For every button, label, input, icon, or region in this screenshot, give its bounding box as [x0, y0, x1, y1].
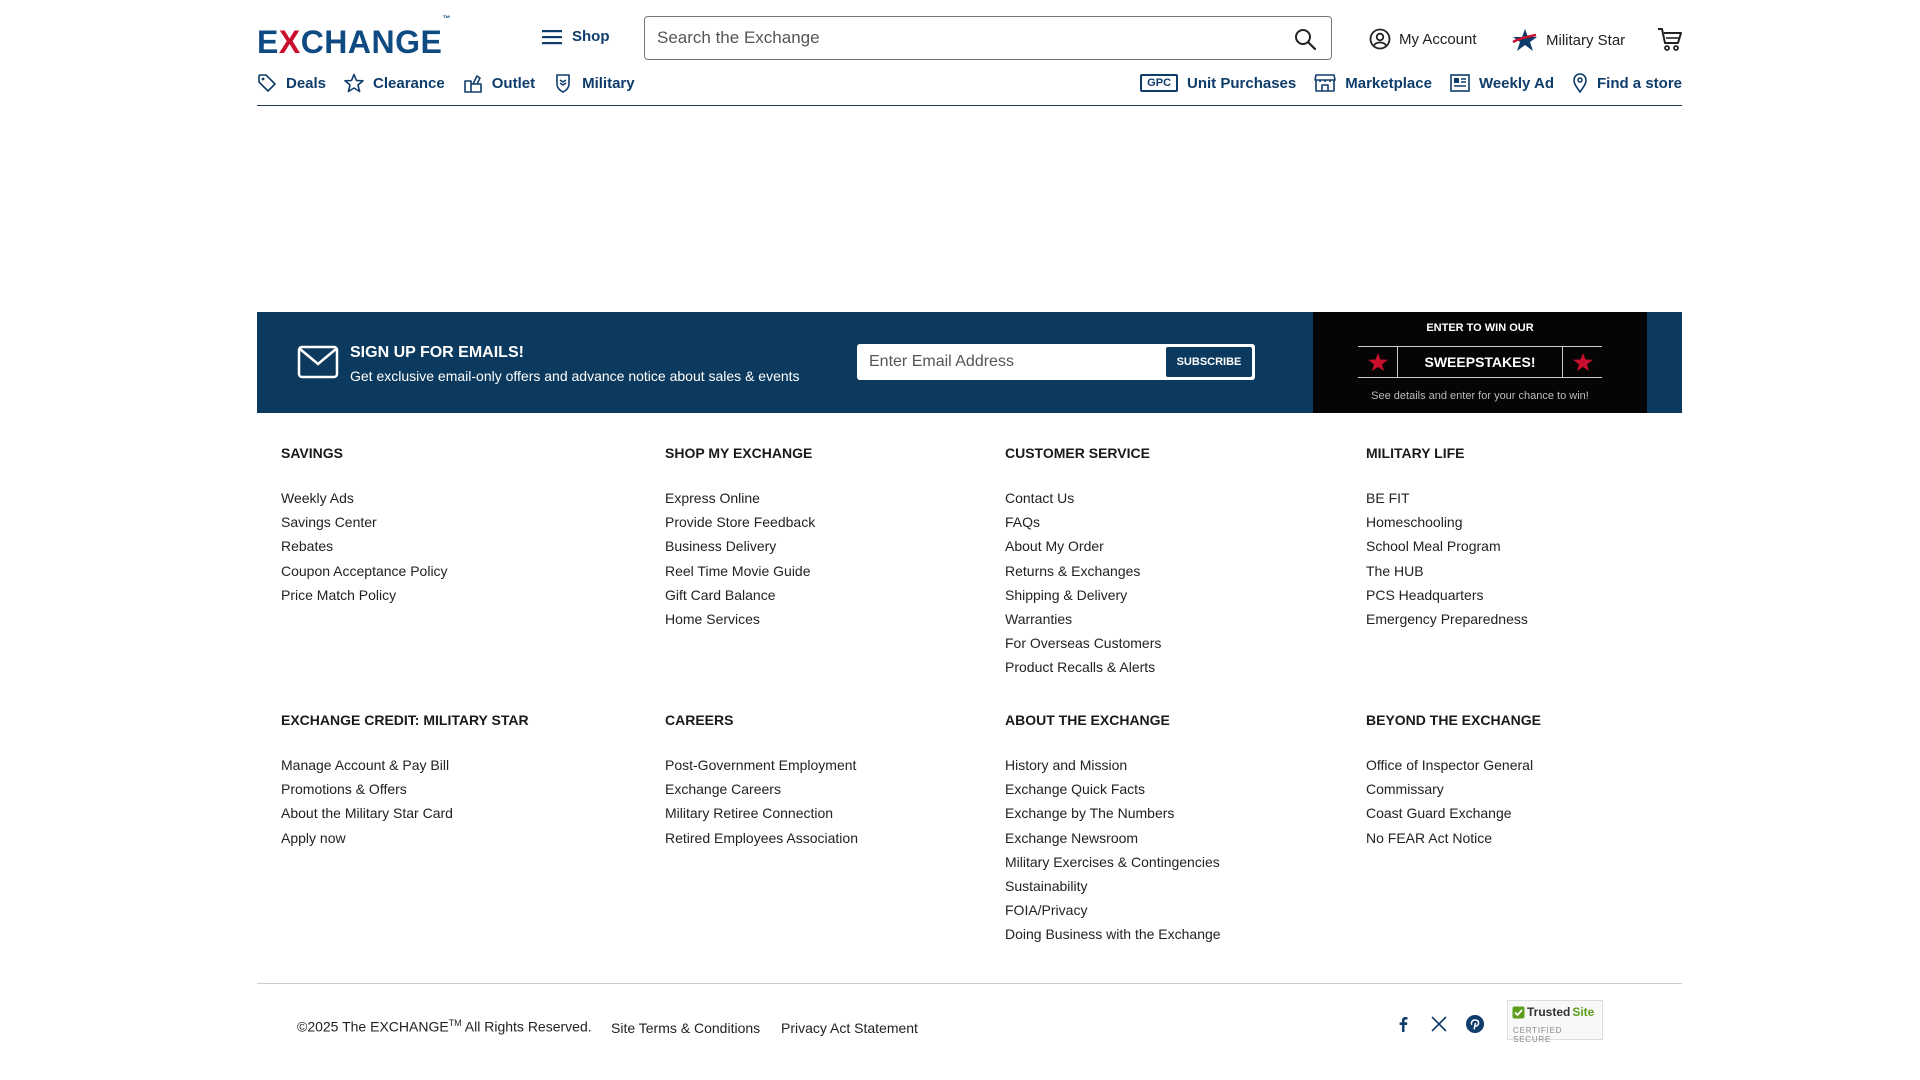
footer-col-military-life [1366, 445, 1528, 631]
nav-military[interactable] [553, 72, 635, 94]
copyright: ©2025 The EXCHANGE™ All Rights Reserved. [297, 1018, 592, 1035]
search-icon[interactable] [1293, 27, 1317, 51]
footer-link[interactable]: Rebates [281, 538, 334, 555]
footer-link[interactable]: Home Services [665, 611, 760, 628]
search-box [644, 16, 1332, 60]
footer-link[interactable]: Product Recalls & Alerts [1005, 659, 1156, 676]
footer-link[interactable]: About My Order [1005, 538, 1104, 555]
footer-divider [257, 983, 1682, 984]
footer-link-list [1005, 753, 1221, 947]
footer-link[interactable]: Price Match Policy [281, 586, 397, 603]
subscribe-button[interactable]: SUBSCRIBE [1165, 346, 1253, 378]
footer-link[interactable]: Military Exercises & Contingencies [1005, 853, 1220, 870]
nav-weekly-ad-label: Weekly Ad [1478, 74, 1554, 92]
my-account-link[interactable] [1369, 28, 1477, 50]
sweepstakes-row [1358, 346, 1602, 378]
military-star-link[interactable] [1512, 28, 1625, 52]
footer-link[interactable]: Sustainability [1005, 878, 1088, 895]
footer-link[interactable]: Returns & Exchanges [1005, 562, 1141, 579]
trustedsite-subtitle: CERTIFIED SECURE [1513, 1026, 1563, 1044]
footer-link-list [1366, 753, 1541, 850]
footer-link[interactable]: Weekly Ads [281, 490, 354, 506]
footer-col-exchange-credit [281, 712, 529, 850]
signup-subtitle: Get exclusive email-only offers and advance notice about sales & events [350, 368, 800, 384]
header-nav [257, 72, 1682, 106]
footer-col-title: BEYOND THE EXCHANGE [1366, 712, 1542, 728]
footer-col-title: SHOP MY EXCHANGE [665, 445, 813, 461]
footer-col-savings [281, 445, 448, 607]
nav-find-store[interactable] [1572, 72, 1682, 94]
footer-link[interactable]: Express Online [665, 490, 760, 506]
footer-link[interactable]: Promotions & Offers [281, 781, 407, 798]
newspaper-icon [1450, 74, 1470, 92]
trustedsite-title: Trusted Site [1512, 1005, 1594, 1019]
trustedsite-badge[interactable] [1507, 1000, 1603, 1044]
footer-link[interactable]: PCS Headquarters [1366, 586, 1484, 603]
footer-link-list [281, 486, 448, 607]
footer-link[interactable]: Exchange Newsroom [1005, 829, 1139, 846]
footer-link[interactable]: Military Retiree Connection [665, 805, 834, 822]
footer-link[interactable]: Exchange Quick Facts [1005, 781, 1146, 798]
signup-title: SIGN UP FOR EMAILS! [350, 344, 524, 361]
nav-unit-purchases[interactable] [1140, 72, 1296, 94]
shop-menu-button[interactable] [542, 28, 610, 45]
nav-military-label: Military [582, 74, 635, 92]
footer-link[interactable]: Savings Center [281, 514, 377, 531]
footer-link[interactable]: Exchange Careers [665, 781, 781, 798]
footer-link[interactable]: Coupon Acceptance Policy [281, 562, 448, 579]
footer-link[interactable]: No FEAR Act Notice [1366, 829, 1493, 846]
footer-link[interactable]: Coast Guard Exchange [1366, 805, 1512, 822]
shopping-cart-icon[interactable] [1657, 26, 1683, 52]
red-star-icon [1562, 347, 1602, 377]
footer-col-title: CAREERS [665, 712, 734, 728]
email-signup-banner [257, 312, 1682, 413]
footer-link[interactable]: Post-Government Employment [665, 757, 857, 773]
footer-link[interactable]: FOIA/Privacy [1005, 902, 1088, 919]
storefront-icon [1314, 73, 1336, 93]
search-input[interactable] [645, 18, 1265, 58]
star-outline-icon [344, 73, 364, 93]
footer-link[interactable]: Commissary [1366, 781, 1444, 798]
nav-outlet[interactable] [463, 72, 535, 94]
exchange-logo[interactable]: EXCHANGE™ [257, 14, 451, 60]
footer-link[interactable]: Retired Employees Association [665, 829, 858, 846]
location-pin-icon [1572, 73, 1588, 93]
tag-icon [257, 73, 277, 93]
email-form [857, 344, 1255, 380]
sweepstakes-top-text: ENTER TO WIN OUR [1426, 322, 1534, 334]
nav-unit-purchases-label: Unit Purchases [1187, 74, 1297, 92]
header-top [257, 16, 1682, 62]
hamburger-menu-icon [542, 29, 562, 45]
footer-link[interactable]: The HUB [1366, 562, 1424, 579]
sweepstakes-details: See details and enter for your chance to win! [1371, 390, 1589, 402]
footer-col-title: ABOUT THE EXCHANGE [1005, 712, 1170, 728]
footer-col-title: SAVINGS [281, 445, 343, 461]
nav-deals-label: Deals [286, 74, 327, 92]
footer-link-list [665, 486, 815, 631]
gpc-badge: GPC [1140, 74, 1178, 92]
footer-col-customer-service [1005, 445, 1161, 680]
footer-col-careers [665, 712, 858, 850]
nav-marketplace[interactable] [1314, 72, 1432, 94]
footer-link-list [1366, 486, 1528, 631]
footer-link[interactable]: Manage Account & Pay Bill [281, 757, 450, 773]
footer-link[interactable]: Reel Time Movie Guide [665, 562, 811, 579]
email-input[interactable] [857, 344, 1157, 380]
footer-link[interactable]: Exchange by The Numbers [1005, 805, 1175, 822]
footer-link[interactable]: About the Military Star Card [281, 805, 453, 822]
my-account-label: My Account [1399, 30, 1477, 48]
footer-link[interactable]: Homeschooling [1366, 514, 1463, 531]
sweepstakes-title: SWEEPSTAKES! [1424, 354, 1536, 370]
shop-label: Shop [572, 28, 610, 45]
footer-link-list [281, 753, 529, 850]
footer-link[interactable]: BE FIT [1366, 490, 1410, 506]
footer-link[interactable]: Contact Us [1005, 490, 1075, 506]
footer-link[interactable]: Emergency Preparedness [1366, 611, 1528, 628]
footer-link[interactable]: For Overseas Customers [1005, 635, 1162, 652]
nav-deals[interactable] [257, 72, 326, 94]
mail-icon [297, 345, 339, 379]
footer-link[interactable]: Apply now [281, 829, 346, 846]
nav-marketplace-label: Marketplace [1345, 74, 1432, 92]
footer-link[interactable]: FAQs [1005, 514, 1041, 531]
military-shield-icon [553, 73, 573, 93]
red-star-icon [1358, 347, 1398, 377]
footer-link-list [1005, 486, 1161, 680]
footer-link[interactable]: Business Delivery [665, 538, 777, 555]
footer-col-shop [665, 445, 815, 631]
footer-link-list [665, 753, 858, 850]
sweepstakes-promo[interactable] [1313, 312, 1647, 413]
footer-link[interactable]: School Meal Program [1366, 538, 1501, 555]
nav-left [257, 72, 635, 94]
footer-link[interactable]: History and Mission [1005, 757, 1128, 773]
nav-clearance[interactable] [344, 72, 445, 94]
footer-col-beyond [1366, 712, 1541, 850]
nav-outlet-label: Outlet [491, 74, 536, 92]
footer-col-title: MILITARY LIFE [1366, 445, 1465, 461]
footer-link[interactable]: Shipping & Delivery [1005, 586, 1128, 603]
facebook-icon[interactable] [1391, 1012, 1415, 1036]
footer-col-about [1005, 712, 1221, 947]
pinterest-icon[interactable] [1463, 1012, 1487, 1036]
user-circle-icon [1369, 28, 1391, 50]
nav-clearance-label: Clearance [373, 74, 445, 92]
privacy-act-link[interactable]: Privacy Act Statement [781, 1020, 918, 1036]
x-twitter-icon[interactable] [1427, 1012, 1451, 1036]
footer-col-title: EXCHANGE CREDIT: MILITARY STAR [281, 712, 529, 728]
footer-link[interactable]: Warranties [1005, 611, 1073, 628]
nav-right [1140, 72, 1682, 94]
page [257, 0, 1682, 1080]
footer-link[interactable]: Gift Card Balance [665, 586, 776, 603]
outlet-bag-icon [463, 73, 483, 93]
nav-find-store-label: Find a store [1596, 74, 1682, 92]
footer-link[interactable]: Office of Inspector General [1366, 757, 1534, 773]
site-terms-link[interactable]: Site Terms & Conditions [611, 1020, 761, 1036]
footer-col-title: CUSTOMER SERVICE [1005, 445, 1150, 461]
footer-link[interactable]: Provide Store Feedback [665, 514, 816, 531]
military-star-label: Military Star [1546, 31, 1626, 49]
checkmark-icon [1512, 1006, 1525, 1019]
military-star-icon [1512, 28, 1538, 52]
footer-link[interactable]: Doing Business with the Exchange [1005, 926, 1221, 943]
nav-weekly-ad[interactable] [1450, 72, 1554, 94]
